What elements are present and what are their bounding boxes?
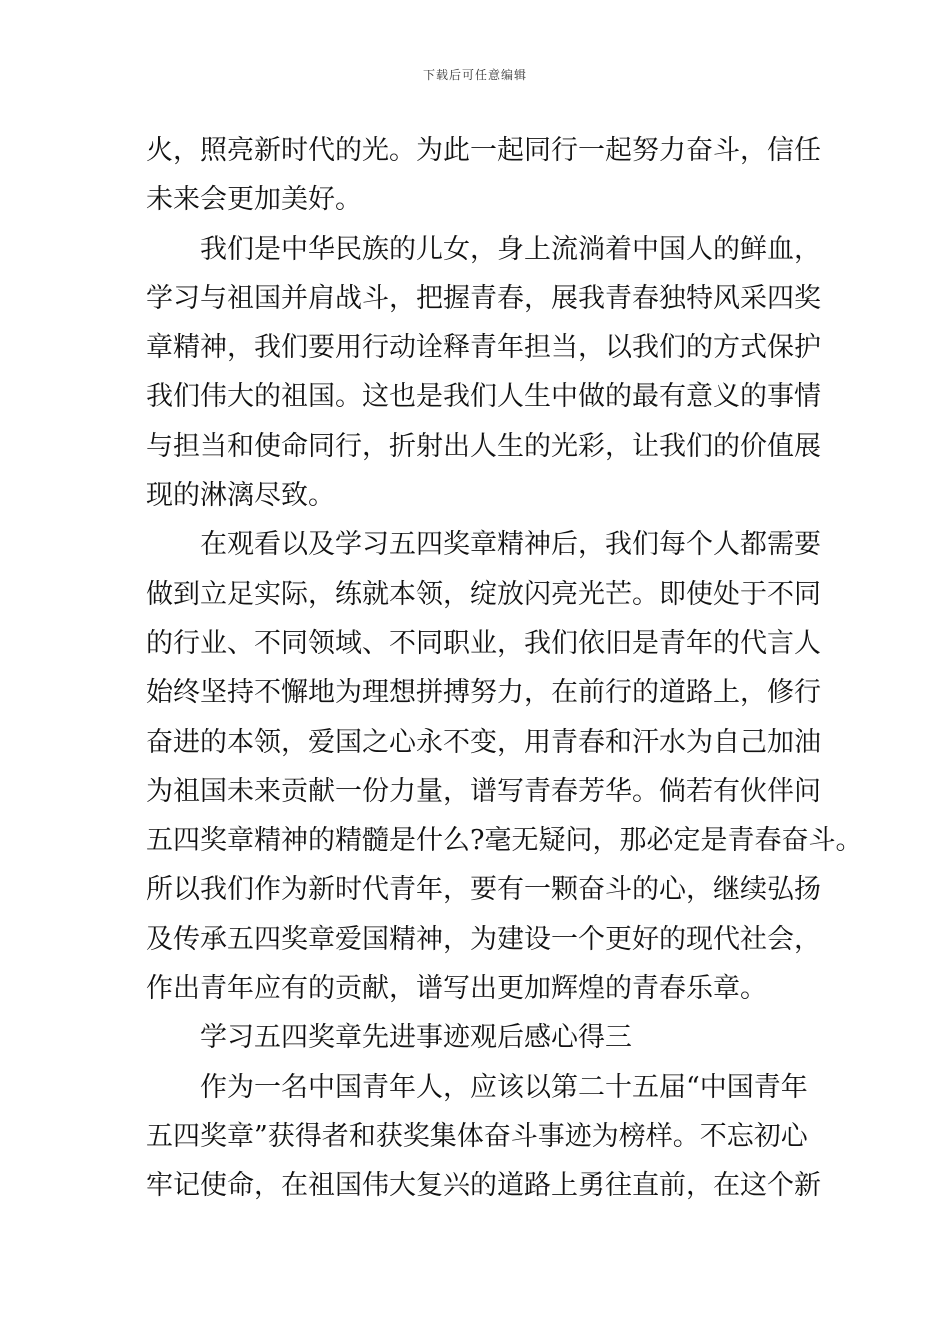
text-line: 始终坚持不懈地为理想拼搏努力，在前行的道路上，修行 xyxy=(146,677,821,709)
text-line: 与担当和使命同行，折射出人生的光彩，让我们的价值展 xyxy=(146,430,821,462)
text-line: 章精神，我们要用行动诠释青年担当，以我们的方式保护 xyxy=(146,332,821,364)
text-line: 奋进的本领，爱国之心永不变，用青春和汗水为自己加油 xyxy=(146,726,821,758)
text-line: 所以我们作为新时代青年，要有一颗奋斗的心，继续弘扬 xyxy=(146,874,821,906)
paragraph-start-line: 我们是中华民族的儿女，身上流淌着中国人的鲜血， xyxy=(200,233,821,265)
text-line: 现的淋漓尽致。 xyxy=(146,480,335,512)
text-line: 五四奖章精神的精髓是什么?毫无疑问，那必定是青春奋斗。 xyxy=(146,825,863,857)
paragraph-start-line: 作为一名中国青年人，应该以第二十五届“中国青年 xyxy=(200,1071,808,1103)
text-line: 学习与祖国并肩战斗，把握青春，展我青春独特风采四奖 xyxy=(146,282,821,314)
text-line: 的行业、不同领域、不同职业，我们依旧是青年的代言人 xyxy=(146,627,821,659)
text-line: 牢记使命，在祖国伟大复兴的道路上勇往直前，在这个新 xyxy=(146,1170,821,1202)
text-line: 为祖国未来贡献一份力量，谱写青春芳华。倘若有伙伴问 xyxy=(146,775,821,807)
header-note: 下载后可任意编辑 xyxy=(422,68,527,82)
paragraph-start-line: 在观看以及学习五四奖章精神后，我们每个人都需要 xyxy=(200,529,821,561)
text-line: 作出青年应有的贡献，谱写出更加辉煌的青春乐章。 xyxy=(146,973,767,1005)
section-heading: 学习五四奖章先进事迹观后感心得三 xyxy=(200,1022,632,1054)
text-line: 五四奖章”获得者和获奖集体奋斗事迹为榜样。不忘初心 xyxy=(146,1120,808,1152)
text-line: 做到立足实际，练就本领，绽放闪亮光芒。即使处于不同 xyxy=(146,578,821,610)
body-text xyxy=(146,126,863,1211)
text-line: 火，照亮新时代的光。为此一起同行一起努力奋斗，信任 xyxy=(146,135,821,166)
text-line: 我们伟大的祖国。这也是我们人生中做的最有意义的事情 xyxy=(146,381,821,413)
text-line: 未来会更加美好。 xyxy=(146,184,362,216)
text-line: 及传承五四奖章爱国精神，为建设一个更好的现代社会， xyxy=(146,923,821,955)
